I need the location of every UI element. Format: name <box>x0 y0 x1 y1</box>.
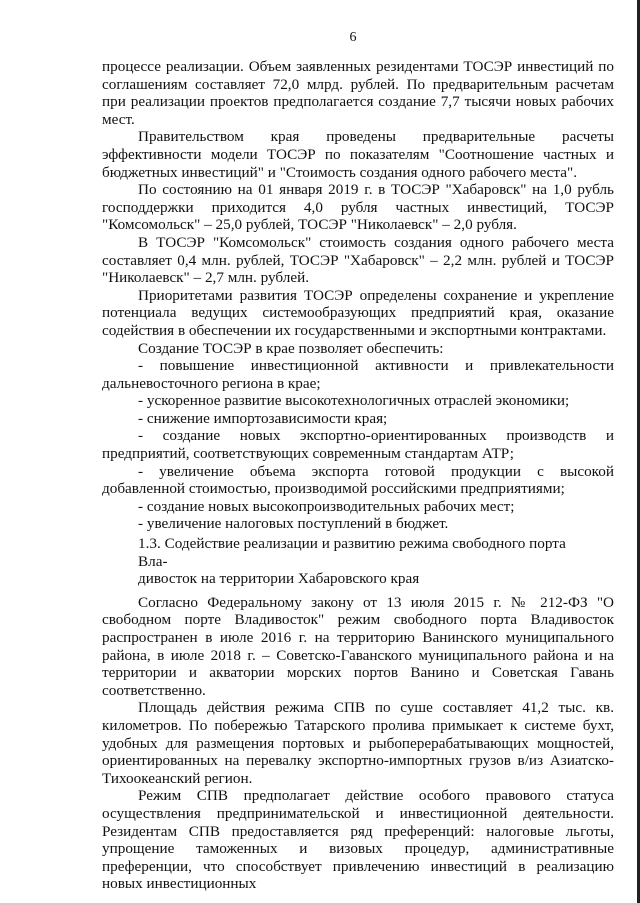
paragraph: Согласно Федеральному закону от 13 июля 2015 г. № 212-ФЗ "О свободном порте Владивосток" режим свободного порта Владивосток распространен в июле 2016 г. на территорию Ванинского муниципального района, в июле 2018 г. – Советско-Гаванского муниципального района и на территории и акватории морских портов Ванино и Советская Гавань соответственно. <box>102 593 614 699</box>
document-body <box>102 58 614 893</box>
paragraph: Правительством края проведены предварительные расчеты эффективности модели ТОСЭР по показателям "Соотношение частных и бюджетных инвестиций" и "Стоимость создания одного рабочего места". <box>102 128 614 181</box>
section-heading-line-1: 1.3. Содействие реализации и развитию режима свободного порта Вла- <box>138 535 566 570</box>
paragraph: Режим СПВ предполагает действие особого правового статуса осуществления предпринимательской и инвестиционной деятельности. Резидентам СПВ предоставляется ряд преференций: налоговые льготы, упрощение таможенных и визовых процедур, административные преференции, что способствует привлечению инвестиций в реализацию новых инвестиционных <box>102 787 614 893</box>
list-item: - увеличение налоговых поступлений в бюджет. <box>138 515 449 533</box>
paragraph: Приоритетами развития ТОСЭР определены сохранение и укрепление потенциала ведущих системообразующих предприятий края, оказание содействия в обеспечении их государственными и экспортными контрактами. <box>102 286 614 339</box>
list-item: - повышение инвестиционной активности и привлекательности дальневосточного региона в крае; <box>102 357 614 392</box>
paragraph: В ТОСЭР "Комсомольск" стоимость создания одного рабочего места составляет 0,4 млн. рублей, ТОСЭР "Хабаровск" – 2,2 млн. рублей и ТОСЭР "Николаевск" – 2,7 млн. рублей. <box>102 233 614 287</box>
page-number: 6 <box>349 30 357 45</box>
section-heading-line-2: дивосток на территории Хабаровского края <box>138 570 420 588</box>
paragraph: По состоянию на 01 января 2019 г. в ТОСЭР "Хабаровск" на 1,0 рубль господдержки приходится 4,0 рубля частных инвестиций, ТОСЭР "Комсомольск" – 25,0 рублей, ТОСЭР "Николаевск" – 2,0 рубля. <box>102 181 614 234</box>
section-heading <box>102 535 614 588</box>
paragraph: процессе реализации. Объем заявленных резидентами ТОСЭР инвестиций по соглашениям составляет 72,0 млрд. рублей. По предварительным расчетам при реализации проектов предполагается создание 7,7 тысячи новых рабочих мест. <box>102 58 614 128</box>
paragraph: Площадь действия режима СПВ по суше составляет 41,2 тыс. кв. километров. По побережью Татарского пролива примыкает к системе бухт, удобных для размещения портовых и рыбоперерабатывающих мощностей, ориентированных на перевалку экспортно-импортных грузов в/из Азиатско-Тихоокеанский регион. <box>102 699 614 787</box>
list-item: - снижение импортозависимости края; <box>138 409 388 427</box>
list-item: - создание новых высокопроизводительных рабочих мест; <box>138 497 515 515</box>
list-item: - ускоренное развитие высокотехнологичных отраслей экономики; <box>138 392 570 410</box>
list-item: - увеличение объема экспорта готовой продукции с высокой добавленной стоимостью, производимой российскими предприятиями; <box>102 462 614 498</box>
paragraph: Создание ТОСЭР в крае позволяет обеспечить: <box>138 339 444 357</box>
list-item: - создание новых экспортно-ориентированных производств и предприятий, соответствующих современным стандартам АТР; <box>102 427 614 463</box>
